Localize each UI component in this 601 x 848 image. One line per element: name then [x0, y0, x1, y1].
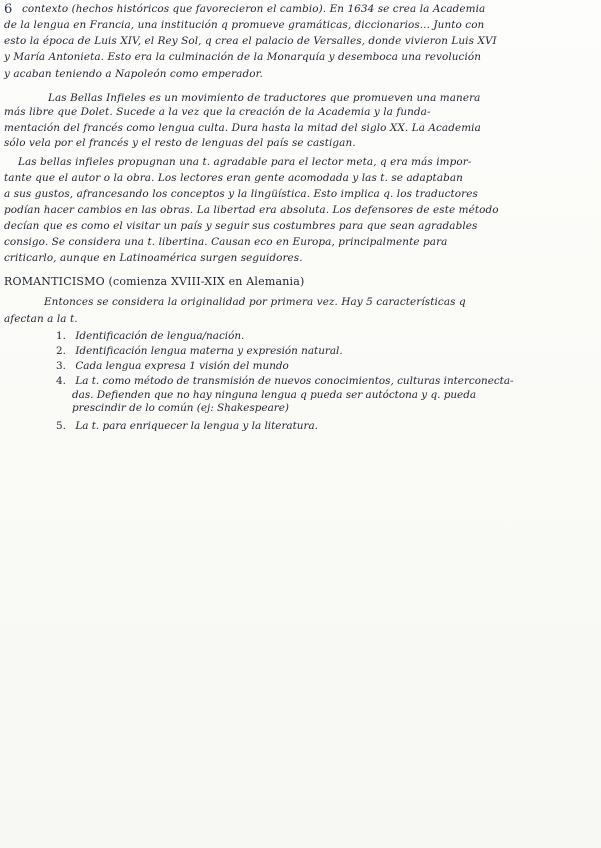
- page-number: 6: [4, 2, 13, 17]
- text-line: a sus gustos, afrancesando los conceptos y la lingüística. Esto implica q. los traductores: [4, 188, 478, 200]
- section-heading: ROMANTICISMO (comienza XVIII-XIX en Alemania): [4, 275, 305, 288]
- text-line: tante que el autor o la obra. Los lectores eran gente acomodada y las t. se adaptaban: [4, 172, 463, 184]
- text-line: Entonces se considera la originalidad por primera vez. Hay 5 características q: [44, 296, 466, 308]
- text-line: y María Antonieta. Esto era la culminación de la Monarquía y desemboca una revolución: [4, 51, 482, 63]
- text-line: podían hacer cambios en las obras. La libertad era absoluta. Los defensores de este método: [4, 204, 499, 216]
- text-line: Las bellas infieles propugnan una t. agradable para el lector meta, q era más impor-: [18, 156, 472, 168]
- text-line: de la lengua en Francia, una institución q promueve gramáticas, diccionarios... Junto con: [4, 19, 485, 31]
- list-item: [56, 420, 318, 433]
- text-line: contexto (hechos históricos que favorecieron el cambio). En 1634 se crea la Academia: [22, 3, 486, 15]
- list-item-continuation: das. Defienden que no hay ninguna lengua q pueda ser autóctona y q. pueda: [72, 389, 477, 401]
- list-text: Cada lengua expresa 1 visión del mundo: [75, 360, 289, 372]
- list-item: [56, 360, 289, 373]
- list-number: 1.: [56, 330, 66, 342]
- list-text: Identificación de lengua/nación.: [75, 330, 245, 342]
- list-item: [56, 345, 343, 358]
- text-line: Las Bellas Infieles es un movimiento de traductores que promueven una manera: [48, 92, 481, 104]
- text-line: afectan a la t.: [4, 313, 78, 325]
- text-line: consigo. Se considera una t. libertina. Causan eco en Europa, principalmente para: [4, 236, 448, 248]
- list-number: 2.: [56, 345, 66, 357]
- list-item: [56, 375, 514, 388]
- list-item-continuation: prescindir de lo común (ej: Shakespeare): [72, 402, 289, 414]
- text-line: decían que es como el visitar un país y seguir sus costumbres para que sean agradables: [4, 220, 478, 232]
- text-line: esto la época de Luis XIV, el Rey Sol, q crea el palacio de Versalles, donde vivieron Luis XVI: [4, 35, 497, 47]
- text-line: y acaban teniendo a Napoleón como emperador.: [4, 68, 263, 80]
- list-number: 5.: [56, 420, 66, 432]
- text-line: mentación del francés como lengua culta. Dura hasta la mitad del siglo XX. La Academia: [4, 122, 481, 134]
- list-text: La t. para enriquecer la lengua y la literatura.: [75, 420, 318, 432]
- text-line: sólo vela por el francés y el resto de lenguas del país se castigan.: [4, 137, 356, 149]
- list-text: Identificación lengua materna y expresión natural.: [75, 345, 343, 357]
- text-line: criticarlo, aunque en Latinoamérica surgen seguidores.: [4, 252, 303, 264]
- text-line: más libre que Dolet. Sucede a la vez que la creación de la Academia y la funda-: [4, 106, 431, 118]
- list-text: La t. como método de transmisión de nuevos conocimientos, culturas interconecta-: [75, 375, 514, 387]
- list-number: 4.: [56, 375, 66, 387]
- list-number: 3.: [56, 360, 66, 372]
- list-item: [56, 330, 244, 343]
